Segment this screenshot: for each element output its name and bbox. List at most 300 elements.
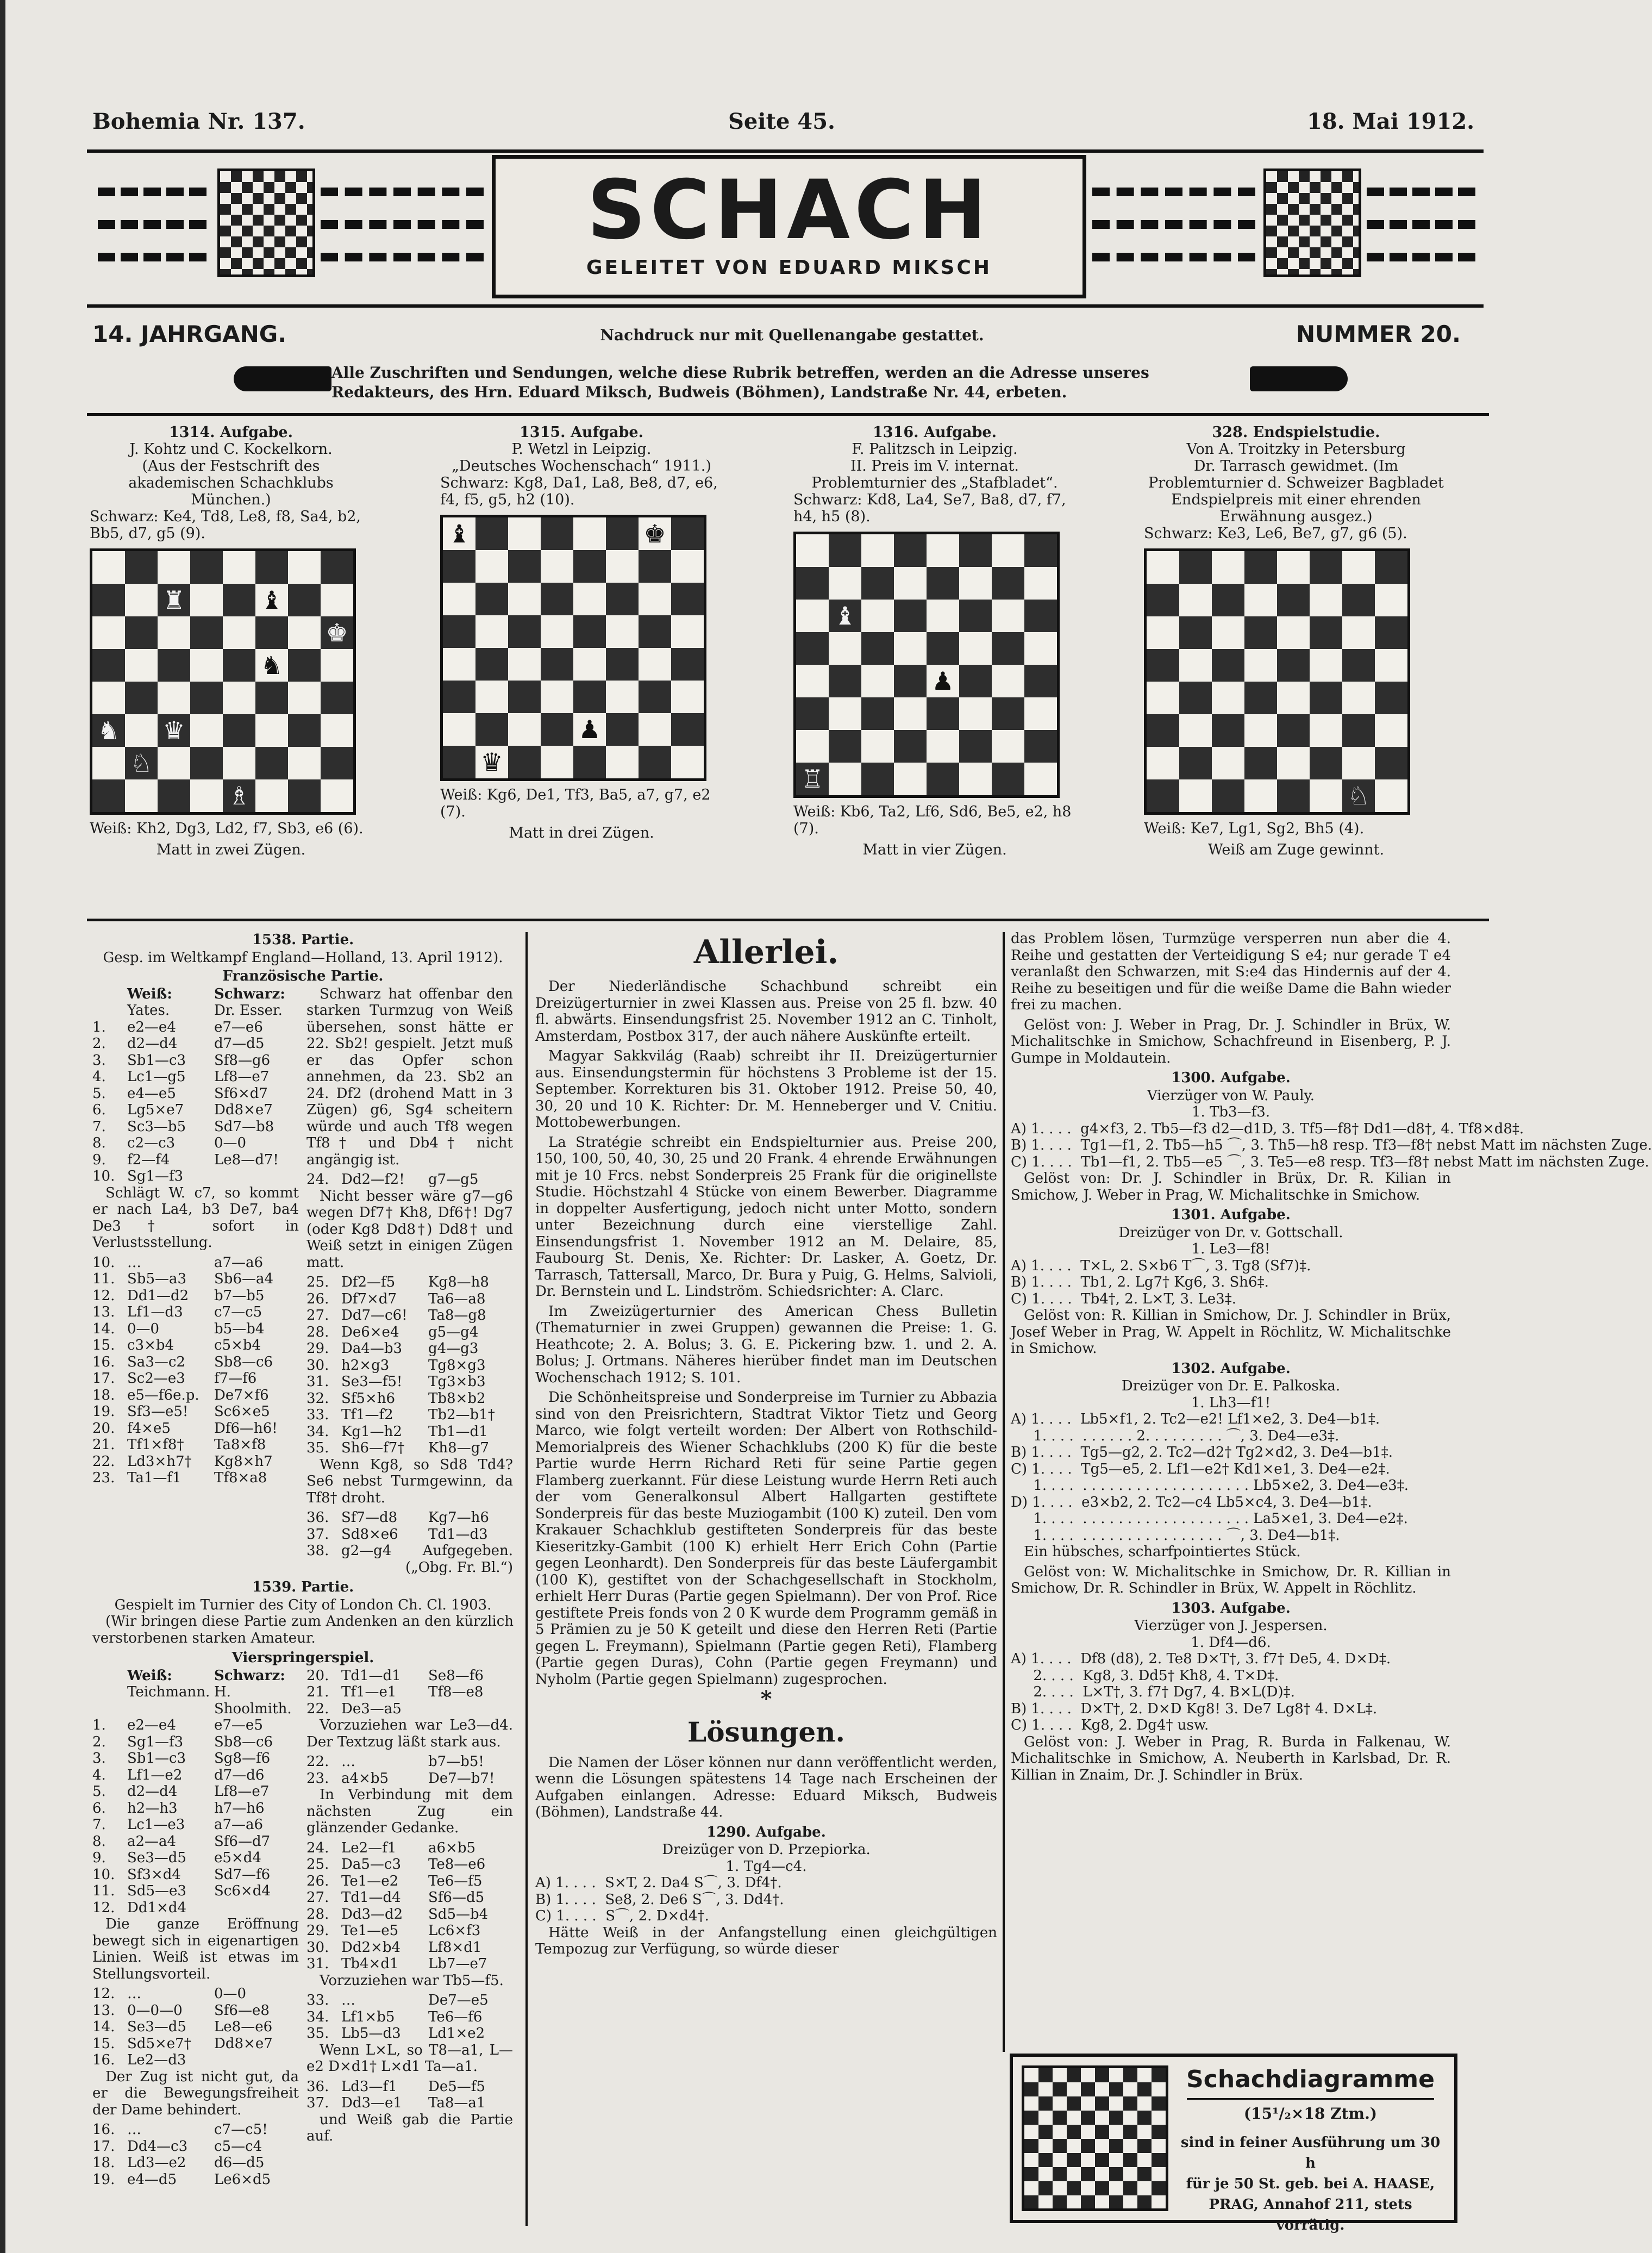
solution-title: 1300. Aufgabe.: [1171, 1070, 1291, 1086]
news-item: La Stratégie schreibt ein Endspielturnier aus. Preise 200, 150, 100, 50, 40, 30, 25 und 20 Frank. 4 ehrende Erwähnungen mit je 10 Frcs. nebst Sonderpreis 25 Frank für die originellste Studie. Höchstzahl 4 Stücke von einem Bewerber. Diagramme in doppelter Ausfertigung, jedoch nicht unter Motto, sondern unter Bezeichnung durch eine vierstellige Zahl. Einsendungsfrist 1. November 1912 an M. Delaire, 85, Faubourg St. Denis, Xe. Richter: Dr. Lasker, A. Goetz, Dr. Tarrasch, Tattersall, Marco, Dr. Bura y Puig, G. Helms, Salvioli, Dr. Bernstein und L. Lindström. Schiedsrichter: A. Clarc.: [535, 1134, 997, 1300]
game-note: In Verbindung mit dem nächsten Zug ein glänzender Gedanke.: [306, 1787, 513, 1836]
move-row: 4. Lf1—e2 d7—d6: [92, 1767, 265, 1783]
move-row: 26. Df7×d7 Ta6—a8: [306, 1290, 486, 1307]
board-square: [1277, 747, 1310, 779]
solution-author: Vierzüger von W. Pauly.: [1147, 1087, 1315, 1104]
news-item: Der Niederländische Schachbund schreibt ein Dreizügerturnier in zwei Klassen aus. Preise von 25 fl. bzw. 40 fl. abwärts. Einsendungsfrist 25. November 1912 an C. Tinholt, Amsterdam, Postbox 317, der auch nähere Auskünfte erteilt.: [535, 978, 997, 1045]
board-square: [125, 779, 158, 812]
board-square: [671, 615, 704, 648]
move-list: [92, 1255, 299, 1487]
section-editor: GELEITET VON EDUARD MIKSCH: [586, 257, 992, 279]
problem-white: Weiß: Kg6, De1, Tf3, Ba5, a7, g7, e2 (7).: [440, 787, 711, 820]
board-square: [508, 583, 541, 615]
game-source: („Obg. Fr. Bl.“): [405, 1559, 513, 1576]
move-row: 28. Dd3—d2 Sd5—b4: [306, 1906, 489, 1923]
board-square: [321, 551, 353, 584]
board-square: [992, 665, 1024, 697]
solution-text: das Problem lösen, Turmzüge versperren nun aber die 4. Reihe und gestatten der Verteidigung S e4; nur gerade T e4 veranlaßt den Schwarzen, mit S:e4 das Hindernis auf der 4. Reihe zu beseitigen und für die weiße Dame die Bahn wieder frei zu machen.: [1011, 931, 1451, 1013]
board-square: [1147, 649, 1179, 682]
board-square: [1277, 584, 1310, 616]
solutions-column: [1011, 931, 1652, 1787]
solution-line: C) 1. . . . Tb1—f1, 2. Tb5—e5 ⌒, 3. Te5—e8 resp. Tf3—f8† nebst Matt im nächsten Zuge.: [1011, 1153, 1649, 1170]
board-square: [475, 583, 508, 615]
board-square: [1244, 682, 1277, 714]
board-square: [190, 584, 223, 616]
masthead-title-box: [492, 155, 1086, 298]
board-square: [541, 713, 573, 746]
board-square: [606, 681, 639, 713]
game-intro: Gesp. im Weltkampf England—Holland, 13. April 1912).: [103, 949, 503, 966]
board-square: [1147, 584, 1179, 616]
board-square: [861, 567, 894, 600]
board-square: [796, 632, 829, 665]
board-square: [927, 697, 959, 730]
game-note: Schlägt W. c7, so kommt er nach La4, b3 De7, ba4 De3† sofort in Verlustsstellung.: [92, 1184, 299, 1251]
solution-key: 1. Le3—f8!: [1191, 1241, 1271, 1257]
move-list: [306, 1171, 513, 1188]
problem-white: Weiß: Kb6, Ta2, Lf6, Sd6, Be5, e2, h8 (7).: [793, 803, 1072, 837]
move-row: 24. Dd2—f2! g7—g5: [306, 1171, 479, 1188]
move-row: 18. e5—f6e.p. De7×f6: [92, 1387, 269, 1403]
move-row: 32. Sf5×h6 Tb8×b2: [306, 1390, 486, 1407]
solution-line: D) 1. . . . e3×b2, 2. Tc2—c4 Lb5×c4, 3. De4—b1‡.: [1011, 1494, 1372, 1511]
chess-piece-icon: ♚: [321, 616, 353, 649]
solution-line: 1. . . . . . . . . . . . . . . . . . . . . . . Lb5×e2, 3. De4—e3‡.: [1011, 1477, 1409, 1494]
board-square: [573, 681, 606, 713]
problem-black: Schwarz: Ke4, Td8, Le8, f8, Sa4, b2, Bb5, d7, g5 (9).: [90, 508, 361, 542]
move-row: 30. h2×g3 Tg8×g3: [306, 1357, 486, 1374]
board-square: [1179, 551, 1212, 584]
board-square: [125, 616, 158, 649]
board-square: [671, 681, 704, 713]
board-square: [158, 682, 190, 714]
board-square: [894, 730, 927, 763]
solutions-title: Lösungen.: [687, 1715, 845, 1748]
board-square: [606, 583, 639, 615]
solution-key: 1. Tb3—f3.: [1191, 1104, 1271, 1120]
board-square: [541, 648, 573, 681]
board-square: [1310, 714, 1342, 747]
move-list: [306, 1509, 513, 1559]
problem-author: J. Kohtz und C. Kockelkorn.: [129, 441, 333, 458]
board-square: [829, 697, 861, 730]
move-row: 19. e4—d5 Le6×d5: [92, 2171, 271, 2188]
solution-line: B) 1. . . . Tg1—f1, 2. Tb5—h5 ⌒, 3. Th5—h8 resp. Tf3—f8† nebst Matt im nächsten Zuge.: [1011, 1137, 1652, 1153]
move-row: 37. Dd3—e1 Ta8—a1: [306, 2095, 486, 2111]
move-row: 11. Sb5—a3 Sb6—a4: [92, 1271, 274, 1287]
board-square: [992, 730, 1024, 763]
solution-line: A) 1. . . . Lb5×f1, 2. Tc2—e2! Lf1×e2, 3. De4—b1‡.: [1011, 1411, 1380, 1427]
board-square: [671, 648, 704, 681]
board-square: [894, 763, 927, 795]
game-note: Die ganze Eröffnung bewegt sich in eigenartigen Linien. Weiß ist etwas im Stellungsvorteil.: [92, 1916, 299, 1982]
board-square: [861, 763, 894, 795]
news-item: Magyar Sakkvilág (Raab) schreibt ihr II. Dreizügerturnier aus. Einsendungstermin für höchstens 3 Probleme ist der 15. September. Korrekturen bis 31. Oktober 1912. Preise 50, 40, 30, 20 und 10 K. Richter: Dr. M. Henneberger und V. Cnitiu. Mottobewerbungen.: [535, 1048, 997, 1131]
move-list: [92, 2121, 299, 2188]
board-square: [573, 517, 606, 550]
move-row: 22. … b7—b5!: [306, 1753, 484, 1770]
opening-name: Französische Partie.: [222, 968, 384, 984]
board-square: [475, 713, 508, 746]
board-square: [190, 649, 223, 682]
board-square: [508, 517, 541, 550]
board-square: [541, 550, 573, 583]
move-row: 9. f2—f4 Le8—d7!: [92, 1151, 279, 1168]
move-row: 33. … De7—e5: [306, 1992, 489, 2008]
problem-title: 1316. Aufgabe.: [873, 424, 997, 441]
solution-lines: [1011, 1411, 1451, 1544]
problem-white: Weiß: Kh2, Dg3, Ld2, f7, Sb3, e6 (6).: [90, 820, 364, 837]
chess-piece-icon: ♖: [796, 763, 829, 795]
solution-line: 1. . . . . . . . . . . . . . . . . . . . . . . La5×e1, 3. De4—e2‡.: [1011, 1511, 1408, 1527]
solution-author: Dreizüger von Dr. v. Gottschall.: [1118, 1224, 1343, 1241]
board-square: [475, 648, 508, 681]
move-row: 11. Sd5—e3 Sc6×d4: [92, 1883, 271, 1899]
move-row: 12. … 0—0: [92, 1986, 247, 2002]
move-row: 18. Ld3—e2 d6—d5: [92, 2155, 265, 2171]
move-row: 6. Lg5×e7 Dd8×e7: [92, 1102, 273, 1118]
board-square: [541, 583, 573, 615]
board-square: [443, 681, 475, 713]
chess-board: [90, 548, 356, 815]
game-note: Wenn Kg8, so Sd8 Td4? Se6 nebst Turmgewinn, da Tf8† droht.: [306, 1456, 513, 1506]
board-square: [829, 730, 861, 763]
board-square: [92, 584, 125, 616]
move-row: 25. Df2—f5 Kg8—h8: [306, 1274, 489, 1290]
move-row: 2. d2—d4 d7—d5: [92, 1035, 265, 1052]
problem-black: Schwarz: Kg8, Da1, La8, Be8, d7, e6, f4, f5, g5, h2 (10).: [440, 475, 718, 508]
move-row: 34. Lf1×b5 Te6—f6: [306, 2008, 483, 2025]
board-square: [861, 632, 894, 665]
board-square: [158, 747, 190, 779]
board-square: [829, 632, 861, 665]
board-square: [288, 682, 321, 714]
move-row: 3. Sb1—c3 Sf8—g6: [92, 1052, 271, 1069]
solution-key: 1. Tg4—c4.: [725, 1858, 807, 1875]
board-square: [573, 583, 606, 615]
board-square: [992, 697, 1024, 730]
board-square: [508, 681, 541, 713]
problem-stipulation: Matt in zwei Zügen.: [156, 841, 306, 858]
board-square: [796, 600, 829, 632]
board-square: [125, 682, 158, 714]
solution-text: Hätte Weiß in der Anfangstellung einen gleichgültigen Tempozug zur Verfügung, so würde dieser: [535, 1924, 997, 1957]
board-square: [959, 730, 992, 763]
move-list: [92, 1717, 299, 1916]
board-square: [606, 648, 639, 681]
move-list: [306, 2079, 513, 2112]
solution-line: 2. . . . Kg8, 3. Dd5† Kh8, 4. T×D‡.: [1011, 1667, 1279, 1684]
move-row: 10. Sg1—f3: [92, 1168, 184, 1184]
board-square: [927, 730, 959, 763]
problem-stipulation: Matt in drei Zügen.: [509, 825, 654, 841]
section-title: SCHACH: [587, 163, 991, 258]
move-row: 27. Dd7—c6! Ta8—g8: [306, 1307, 486, 1324]
move-row: 17. Sc2—e3 f7—f6: [92, 1370, 257, 1387]
board-square: [992, 763, 1024, 795]
chess-piece-icon: ♛: [475, 746, 508, 778]
solution-key: 1. Df4—d6.: [1191, 1634, 1271, 1651]
chess-board: [440, 515, 706, 781]
advert-line: für je 50 St. geb. bei A. HAASE,: [1186, 2176, 1435, 2192]
board-square: [1277, 616, 1310, 649]
board-square: [894, 567, 927, 600]
problem-1314: [90, 424, 372, 858]
board-square: [321, 714, 353, 747]
chess-board: [793, 532, 1060, 798]
solution-line: C) 1. . . . Tg5—e5, 2. Lf1—e2† Kd1×e1, 3. De4—e2‡.: [1011, 1461, 1390, 1477]
problem-stipulation: Weiß am Zuge gewinnt.: [1207, 841, 1385, 858]
move-row: 29. Te1—e5 Lc6×f3: [306, 1923, 481, 1939]
solution-line: A) 1. . . . T×L, 2. S×b6 T⌒, 3. Tg8 (Sf7)‡.: [1011, 1257, 1311, 1274]
board-square: [190, 714, 223, 747]
board-square: [321, 747, 353, 779]
chess-piece-icon: ♟: [927, 665, 959, 697]
solution-lines: [1011, 1120, 1652, 1171]
board-square: [861, 730, 894, 763]
solvers: Gelöst von: J. Weber in Prag, Dr. J. Schindler in Brüx, W. Michalitschke in Smichow, Schachfreund in Eisenberg, P. J. Gumpe in Moldautein.: [1011, 1016, 1451, 1066]
issue-number: NUMMER 20.: [1296, 321, 1461, 347]
game-title: 1538. Partie.: [252, 932, 354, 948]
move-row: 12. Dd1×d4: [92, 1899, 187, 1916]
solution-line: C) 1. . . . Kg8, 2. Dg4† usw.: [1011, 1717, 1209, 1733]
move-row: 36. Ld3—f1 De5—f5: [306, 2078, 485, 2095]
solution-title: 1301. Aufgabe.: [1171, 1207, 1291, 1223]
board-square: [671, 583, 704, 615]
problem-author: F. Palitzsch in Leipzig.: [852, 441, 1018, 458]
board-square: [573, 648, 606, 681]
board-square: [125, 551, 158, 584]
move-row: 23. Ta1—f1 Tf8×a8: [92, 1470, 267, 1486]
board-square: [829, 534, 861, 567]
solution-lines: [1011, 1258, 1451, 1308]
board-square: [1375, 779, 1407, 812]
board-square: [959, 697, 992, 730]
move-row: 21. Tf1×f8† Ta8×f8: [92, 1437, 266, 1453]
board-square: [1310, 779, 1342, 812]
board-square: [223, 649, 255, 682]
move-row: 6. h2—h3 h7—h6: [92, 1800, 265, 1817]
board-square: [927, 632, 959, 665]
board-square: [288, 714, 321, 747]
chess-piece-icon: ♜: [158, 584, 190, 616]
move-list: [306, 1840, 513, 1973]
board-square: [894, 600, 927, 632]
board-square: [927, 567, 959, 600]
board-square: [1147, 682, 1179, 714]
board-square: [1244, 747, 1277, 779]
board-square: [796, 730, 829, 763]
board-square: [796, 567, 829, 600]
board-square: [255, 714, 288, 747]
board-square: [1179, 649, 1212, 682]
board-square: [190, 551, 223, 584]
move-row: 35. Sh6—f7† Kh8—g7: [306, 1440, 489, 1456]
move-row: 24. Le2—f1 a6×b5: [306, 1839, 476, 1856]
game-title: 1539. Partie.: [252, 1579, 354, 1595]
move-row: 14. Se3—d5 Le8—e6: [92, 2019, 273, 2035]
board-square: [1179, 616, 1212, 649]
board-square: [508, 746, 541, 778]
volume: 14. JAHRGANG.: [92, 321, 287, 347]
move-list: [306, 1668, 513, 1718]
move-row: 7. Sc3—b5 Sd7—b8: [92, 1118, 274, 1135]
board-square: [671, 713, 704, 746]
board-square: [1342, 584, 1375, 616]
board-square: [992, 600, 1024, 632]
move-row: 3. Sb1—c3 Sg8—f6: [92, 1750, 271, 1767]
board-square: [125, 649, 158, 682]
board-square: [321, 779, 353, 812]
board-square: [861, 665, 894, 697]
chess-piece-icon: ♘: [125, 747, 158, 779]
board-square: [1375, 682, 1407, 714]
board-square: [1024, 632, 1057, 665]
board-square: [1342, 747, 1375, 779]
solvers: Gelöst von: Dr. J. Schindler in Brüx, Dr. R. Kilian in Smichow, J. Weber in Prag, W. Michalitschke in Smichow.: [1011, 1170, 1451, 1203]
solution-line: 2. . . . L×T†, 3. f7† Dg7, 4. B×L(D)‡.: [1011, 1684, 1295, 1700]
board-square: [639, 648, 671, 681]
pointing-hand-left-icon: [234, 366, 331, 391]
board-square: [541, 681, 573, 713]
solution-author: Vierzüger von J. Jespersen.: [1134, 1618, 1328, 1634]
board-square: [190, 682, 223, 714]
problem-title: 328. Endspielstudie.: [1212, 424, 1380, 441]
pointing-hand-right-icon: [1250, 366, 1348, 391]
move-row: 28. De6×e4 g5—g4: [306, 1324, 479, 1340]
solutions-intro: Die Namen der Löser können nur dann veröffentlicht werden, wenn die Lösungen spätestens 14 Tage nach Erscheinen der Aufgaben einlangen. Adresse: Eduard Miksch, Budweis (Böhmen), Landstraße 44.: [535, 1754, 997, 1820]
board-square: [894, 665, 927, 697]
board-square: [223, 682, 255, 714]
move-list: [92, 1019, 299, 1185]
problem-black: Schwarz: Ke3, Le6, Be7, g7, g6 (5).: [1144, 525, 1407, 542]
game-note: (Wir bringen diese Partie zum Andenken an den kürzlich verstorbenen starken Amateur.: [92, 1613, 514, 1646]
opening-name: Vierspringerspiel.: [231, 1650, 374, 1666]
board-square: [443, 713, 475, 746]
board-square: [1244, 551, 1277, 584]
move-list: [306, 1753, 513, 1787]
board-square: [288, 551, 321, 584]
board-square: [541, 517, 573, 550]
board-square: [475, 681, 508, 713]
move-row: 10. … a7—a6: [92, 1254, 264, 1271]
board-square: [671, 517, 704, 550]
board-square: [508, 550, 541, 583]
problem-source: II. Preis im V. internat. Problemturnier des „Stafbladet“.: [811, 458, 1058, 491]
board-square: [92, 616, 125, 649]
board-square: [288, 779, 321, 812]
board-square: [959, 665, 992, 697]
move-list: [306, 1274, 513, 1457]
board-square: [1277, 779, 1310, 812]
move-list: [306, 1992, 513, 2042]
board-square: [255, 779, 288, 812]
board-square: [1310, 584, 1342, 616]
move-row: 14. 0—0 b5—b4: [92, 1320, 265, 1337]
board-square: [927, 534, 959, 567]
move-row: 15. Sd5×e7† Dd8×e7: [92, 2035, 273, 2052]
board-square: [959, 600, 992, 632]
solvers: Gelöst von: J. Weber in Prag, R. Burda in Falkenau, W. Michalitschke in Smichow, A. Neuberth in Karlsbad, Dr. R. Killian in Znaim, Dr. J. Schindler in Brüx.: [1011, 1733, 1451, 1783]
solution-line: B) 1. . . . Tb1, 2. Lg7† Kg6, 3. Sh6‡.: [1011, 1274, 1269, 1290]
solution-line: B) 1. . . . D×T†, 2. D×D Kg8! 3. De7 Lg8† 4. D×L‡.: [1011, 1700, 1378, 1717]
move-row: 5. e4—e5 Sf6×d7: [92, 1085, 268, 1102]
board-square: [927, 763, 959, 795]
move-row: 27. Td1—d4 Sf6—d5: [306, 1889, 485, 1906]
header-center: Seite 45.: [728, 109, 835, 134]
solution-key: 1. Lh3—f1!: [1191, 1394, 1271, 1411]
board-square: [1179, 682, 1212, 714]
board-square: [158, 616, 190, 649]
board-square: [606, 713, 639, 746]
board-square: [158, 779, 190, 812]
board-square: [255, 616, 288, 649]
board-square: [1375, 747, 1407, 779]
board-square: [1212, 551, 1244, 584]
board-square: [671, 550, 704, 583]
solution-title: 1302. Aufgabe.: [1171, 1360, 1291, 1377]
board-square: [255, 551, 288, 584]
board-square: [1024, 697, 1057, 730]
board-square: [573, 550, 606, 583]
move-row: 23. a4×b5 De7—b7!: [306, 1770, 495, 1787]
solution-author: Dreizüger von Dr. E. Palkoska.: [1121, 1378, 1341, 1394]
move-row: 9. Se3—d5 e5×d4: [92, 1850, 261, 1866]
move-row: 35. Lb5—d3 Ld1×e2: [306, 2025, 485, 2042]
board-square: [1212, 649, 1244, 682]
board-square: [288, 747, 321, 779]
board-square: [1147, 779, 1179, 812]
board-square: [796, 697, 829, 730]
news-item: Die Schönheitspreise und Sonderpreise im Turnier zu Abbazia sind von den Preisrichtern, Stadtrat Viktor Tietz und Georg Marco, wie folgt verteilt worden: Der Albert von Rothschild-Memorialpreis des Wiener Schachklubs (200 K) für die beste Partie wurde Herrn Richard Reti für seine Partie gegen Flamberg zuerkannt. Für diese Leistung wurde Herrn Reti auch der vom Generalkonsul Albert Hallgarten gestiftete Sonderpreis für das beste Muziogambit (100 K) zuteil. Den vom Krakauer Schachklub gestifteten Sonderpreis für das beste Kieseritzky-Gambit (100 K) erhielt Herr Erich Cohn (Partie gegen Leonhardt). Den Sonderpreis für das beste Läufergambit (100 K), gestiftet von der Schachgesellschaft in Stockholm, erhielt Herr Duras (Partie gegen Spielmann). Der von Prof. Rice gestiftete Preis fonds von 2 0 K wurde dem Programm gemäß in 5 Prämien zu je 50 K geteilt und diese den Herren Reti (Partie gegen L. Freymann), Spielmann (Partie gegen Reti), Flamberg (Partie gegen Duras), Cohn (Partie gegen Freymann) und Nyholm (Partie gegen Spielmann) zugesprochen.: [535, 1389, 997, 1688]
board-square: [223, 616, 255, 649]
board-square: [541, 746, 573, 778]
board-square: [1277, 682, 1310, 714]
move-row: 30. Dd2×b4 Lf8×d1: [306, 1939, 482, 1956]
board-square: [1024, 763, 1057, 795]
solution-lines: [1011, 1651, 1451, 1734]
board-square: [639, 615, 671, 648]
endgame-study-328: [1144, 424, 1448, 858]
game-note: Schwarz hat offenbar den starken Turmzug von Weiß übersehen, sonst hätte er 22. Sb2! gespielt. Jetzt muß er das Opfer schon annehmen, da 23. Sb2 an 24. Df2 (drohend Matt in 3 Zügen) g6, Sg4 scheitern würde und auch Tf8 wegen Tf8† und Db4† nicht angängig ist.: [306, 985, 513, 1168]
board-square: [894, 697, 927, 730]
board-square: [639, 550, 671, 583]
move-row: 13. Lf1—d3 c7—c5: [92, 1304, 262, 1320]
move-row: 34. Kg1—h2 Tb1—d1: [306, 1423, 488, 1440]
board-square: [894, 534, 927, 567]
board-square: [1375, 584, 1407, 616]
chess-piece-icon: ♝: [443, 517, 475, 550]
problem-source: (Aus der Festschrift des akademischen Schachklubs München.): [128, 458, 334, 508]
move-row: 19. Sf3—e5! Sc6×e5: [92, 1403, 270, 1420]
board-square: [573, 746, 606, 778]
game-note: Wenn L×L, so T8—a1, L—e2 D×d1† L×d1 Ta—a1.: [306, 2042, 513, 2075]
game-note: Vorzuziehen war Tb5—f5.: [320, 1972, 504, 1989]
board-square: [1212, 616, 1244, 649]
board-square: [223, 584, 255, 616]
board-square: [671, 746, 704, 778]
move-list: [92, 1986, 299, 2069]
board-square: [125, 714, 158, 747]
move-row: 1. e2—e4 e7—e5: [92, 1717, 263, 1733]
move-row: 31. Se3—f5! Tg3×b3: [306, 1374, 486, 1390]
header-left: Bohemia Nr. 137.: [92, 109, 305, 134]
board-square: [1212, 584, 1244, 616]
advert-box: [1010, 2054, 1457, 2233]
board-square: [475, 517, 508, 550]
board-square: [125, 584, 158, 616]
move-row: 22. De3—a5: [306, 1700, 402, 1717]
